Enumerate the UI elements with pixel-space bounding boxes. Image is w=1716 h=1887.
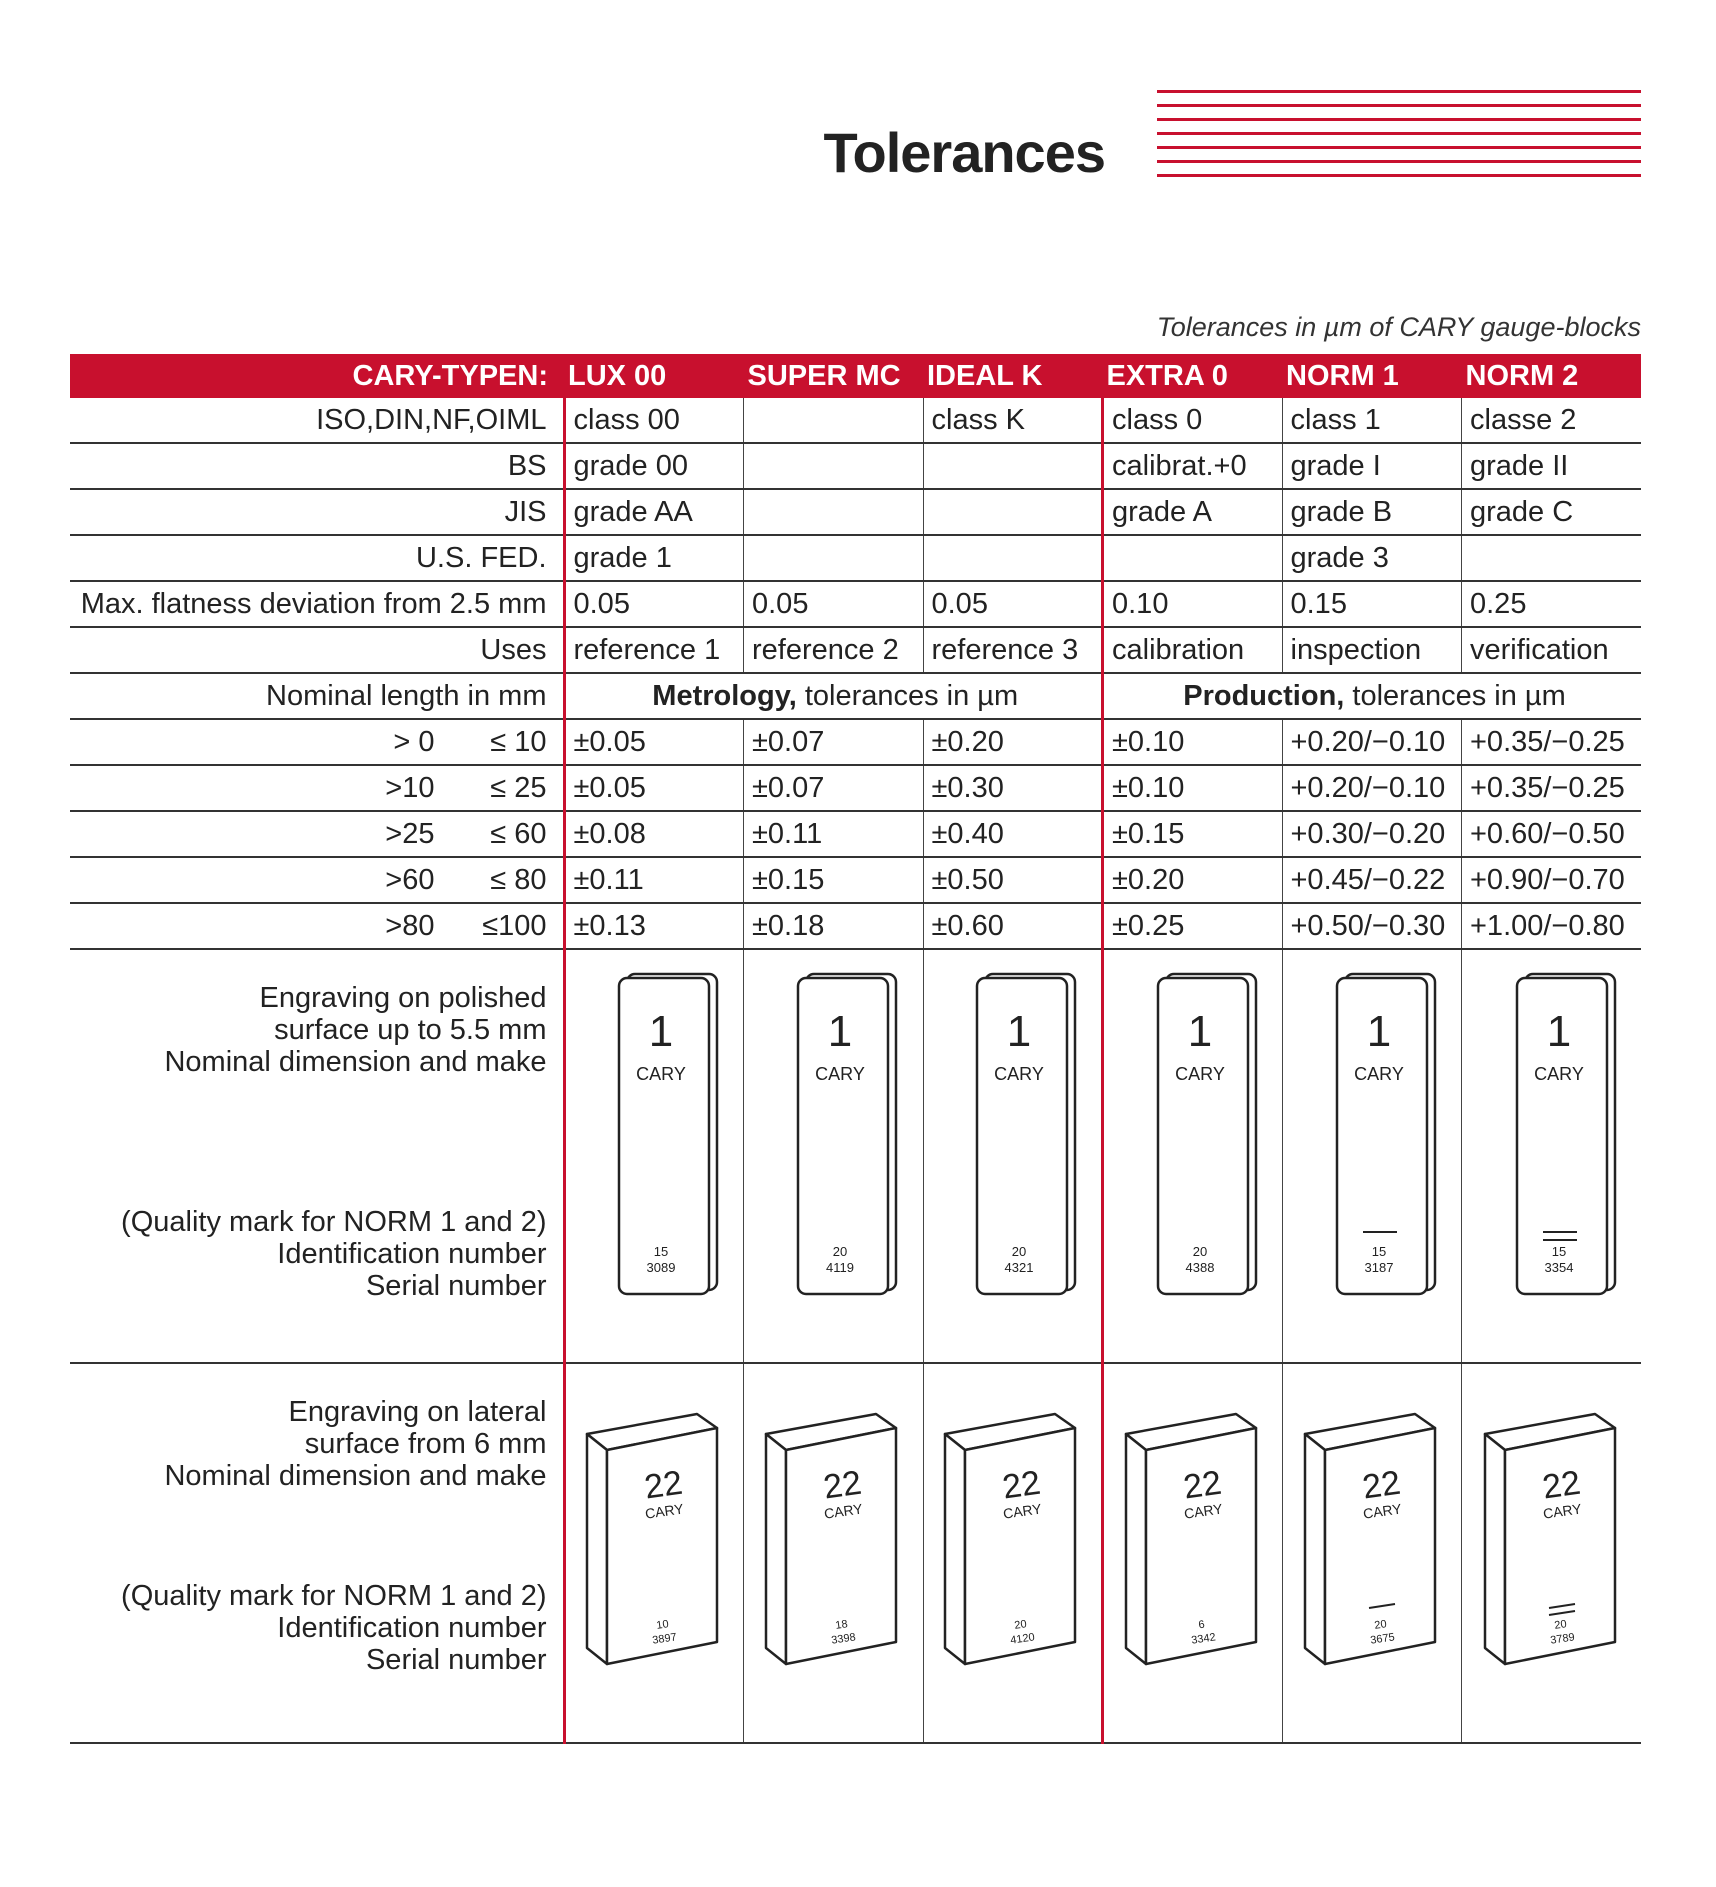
table-cell: 0.15	[1282, 581, 1462, 627]
table-cell: grade C	[1462, 489, 1642, 535]
polished-gauge-block	[1287, 950, 1457, 1310]
row-label: ISO,DIN,NF,OIML	[70, 398, 564, 443]
block-make: CARY	[636, 1064, 687, 1084]
block-make: CARY	[1533, 1064, 1584, 1084]
table-cell	[744, 443, 924, 489]
block-serial-number: 3789	[1549, 1631, 1576, 1647]
lateral-line4: (Quality mark for NORM 1 and 2)	[121, 1580, 547, 1612]
table-cell	[1103, 535, 1283, 581]
range-label	[70, 811, 564, 857]
standard-row	[70, 581, 1641, 627]
block-serial-number: 4321	[1004, 1260, 1034, 1275]
table-cell: class 00	[564, 398, 744, 443]
lateral-line1: Engraving on lateral	[288, 1396, 547, 1428]
tolerance-cell: ±0.60	[923, 903, 1103, 949]
block-nominal-number: 1	[1366, 1007, 1391, 1056]
block-id-number: 20	[833, 1244, 848, 1259]
tolerance-cell: +0.45/−0.22	[1282, 857, 1462, 903]
tolerance-cell: ±0.15	[1103, 811, 1283, 857]
range-to: ≤ 80	[490, 863, 547, 896]
block-nominal-number: 1	[649, 1007, 674, 1056]
range-from: >60	[385, 863, 435, 896]
block-make: CARY	[1541, 1500, 1583, 1522]
table-cell: 0.25	[1462, 581, 1642, 627]
block-serial-number: 3398	[830, 1631, 857, 1647]
table-cell: verification	[1462, 627, 1642, 673]
polished-block-cell	[744, 949, 924, 1363]
tolerance-cell: ±0.50	[923, 857, 1103, 903]
block-id-number: 20	[1373, 1618, 1388, 1632]
table-cell: 0.10	[1103, 581, 1283, 627]
tolerance-cell: ±0.30	[923, 765, 1103, 811]
metrology-title: Metrology,	[652, 679, 797, 712]
lateral-engraving-row	[70, 1363, 1641, 1743]
tolerance-table	[70, 354, 1641, 1744]
block-side-face	[766, 1434, 786, 1664]
block-serial-number: 3089	[646, 1260, 676, 1275]
table-cell: grade II	[1462, 443, 1642, 489]
lateral-engraving-label	[70, 1363, 564, 1743]
table-cell: grade A	[1103, 489, 1283, 535]
tolerance-cell: ±0.05	[564, 719, 744, 765]
table-cell: grade 3	[1282, 535, 1462, 581]
tolerance-row	[70, 811, 1641, 857]
row-label: JIS	[70, 489, 564, 535]
table-cell: grade B	[1282, 489, 1462, 535]
tolerance-cell: +0.30/−0.20	[1282, 811, 1462, 857]
block-make: CARY	[1361, 1500, 1403, 1522]
lateral-gauge-block	[1467, 1364, 1637, 1694]
nominal-label: Nominal length in mm	[70, 673, 564, 719]
lateral-line6: Serial number	[365, 1644, 547, 1676]
table-cell: class K	[923, 398, 1103, 443]
production-title: Production,	[1183, 679, 1345, 712]
tolerance-cell: ±0.11	[564, 857, 744, 903]
lateral-block-cell	[1282, 1363, 1462, 1743]
lateral-block-cell	[1462, 1363, 1642, 1743]
polished-block-cell	[1462, 949, 1642, 1363]
tolerance-cell: +1.00/−0.80	[1462, 903, 1642, 949]
block-nominal-number: 1	[1007, 1007, 1032, 1056]
block-serial-number: 4120	[1009, 1631, 1036, 1647]
block-side-face	[587, 1434, 607, 1664]
tolerance-cell: +0.90/−0.70	[1462, 857, 1642, 903]
header-col-norm2: NORM 2	[1462, 354, 1642, 398]
table-cell: grade AA	[564, 489, 744, 535]
lateral-gauge-block	[1287, 1364, 1457, 1694]
block-nominal-number: 22	[1539, 1463, 1583, 1507]
standard-row	[70, 627, 1641, 673]
range-to: ≤100	[482, 909, 547, 942]
block-nominal-number: 22	[642, 1463, 686, 1507]
range-to: ≤ 60	[490, 817, 547, 850]
polished-gauge-block	[927, 950, 1097, 1310]
polished-gauge-block	[1467, 950, 1637, 1310]
lateral-gauge-block	[1108, 1364, 1278, 1694]
range-label	[70, 765, 564, 811]
lateral-gauge-block	[569, 1364, 739, 1694]
block-serial-number: 3897	[651, 1631, 678, 1647]
block-serial-number: 3354	[1544, 1260, 1573, 1275]
metrology-group	[564, 673, 1103, 719]
table-cell: reference 3	[923, 627, 1103, 673]
block-id-number: 20	[1192, 1244, 1207, 1259]
tolerance-cell: ±0.20	[923, 719, 1103, 765]
header-col-lux00: LUX 00	[564, 354, 744, 398]
tolerance-cell: ±0.11	[744, 811, 924, 857]
table-cell: inspection	[1282, 627, 1462, 673]
tolerance-cell: ±0.15	[744, 857, 924, 903]
block-serial-number: 3342	[1190, 1631, 1217, 1647]
tolerance-row	[70, 857, 1641, 903]
lateral-block-cell	[923, 1363, 1103, 1743]
block-make: CARY	[644, 1500, 685, 1522]
table-cell: calibrat.+0	[1103, 443, 1283, 489]
lateral-line2: surface from 6 mm	[304, 1428, 547, 1460]
production-group	[1103, 673, 1642, 719]
table-caption: Tolerances in µm of CARY gauge-blocks	[1156, 312, 1641, 342]
block-id-number: 20	[1553, 1618, 1567, 1632]
block-serial-number: 3187	[1364, 1260, 1394, 1275]
tolerance-cell: ±0.10	[1103, 765, 1283, 811]
block-nominal-number: 22	[821, 1463, 865, 1507]
range-label	[70, 857, 564, 903]
block-nominal-number: 22	[1180, 1463, 1224, 1507]
decorative-stripes	[1157, 90, 1641, 180]
table-cell	[744, 489, 924, 535]
block-make: CARY	[1353, 1064, 1404, 1084]
table-cell: class 1	[1282, 398, 1462, 443]
table-cell: grade 00	[564, 443, 744, 489]
tolerance-cell: +0.50/−0.30	[1282, 903, 1462, 949]
block-id-number: 15	[1551, 1244, 1566, 1259]
range-from: > 0	[393, 725, 435, 758]
block-serial-number: 3675	[1369, 1631, 1396, 1647]
polished-engraving-row	[70, 949, 1641, 1363]
polished-gauge-block	[748, 950, 918, 1310]
block-id-number: 20	[1013, 1618, 1028, 1632]
table-cell: calibration	[1103, 627, 1283, 673]
block-serial-number: 4119	[826, 1260, 855, 1275]
tolerance-cell: ±0.25	[1103, 903, 1283, 949]
table-cell	[1462, 535, 1642, 581]
polished-line4: (Quality mark for NORM 1 and 2)	[121, 1206, 547, 1238]
tolerance-cell: ±0.08	[564, 811, 744, 857]
table-cell: 0.05	[744, 581, 924, 627]
block-id-number: 18	[834, 1618, 849, 1632]
polished-block-cell	[1282, 949, 1462, 1363]
tolerance-cell: ±0.05	[564, 765, 744, 811]
block-id-number: 15	[1371, 1244, 1386, 1259]
table-cell: 0.05	[923, 581, 1103, 627]
tolerance-cell: ±0.40	[923, 811, 1103, 857]
block-side-face	[1485, 1434, 1505, 1664]
block-side-face	[1126, 1434, 1146, 1664]
header-label: CARY-TYPEN:	[70, 354, 564, 398]
range-label	[70, 903, 564, 949]
header-col-idealk: IDEAL K	[923, 354, 1103, 398]
block-nominal-number: 1	[1187, 1007, 1212, 1056]
tolerance-cell: ±0.10	[1103, 719, 1283, 765]
standard-row	[70, 489, 1641, 535]
lateral-gauge-block	[927, 1364, 1097, 1694]
block-nominal-number: 22	[1000, 1463, 1044, 1507]
polished-line2: surface up to 5.5 mm	[274, 1014, 547, 1046]
table-cell: grade I	[1282, 443, 1462, 489]
row-label: Max. flatness deviation from 2.5 mm	[70, 581, 564, 627]
block-make: CARY	[994, 1064, 1045, 1084]
block-make: CARY	[823, 1500, 864, 1522]
tolerance-cell: +0.35/−0.25	[1462, 765, 1642, 811]
standard-row	[70, 535, 1641, 581]
table-cell	[744, 398, 924, 443]
block-nominal-number: 22	[1359, 1463, 1403, 1507]
lateral-block-cell	[1103, 1363, 1283, 1743]
range-to: ≤ 25	[490, 771, 547, 804]
polished-line3: Nominal dimension and make	[164, 1046, 547, 1078]
tolerance-cell: +0.35/−0.25	[1462, 719, 1642, 765]
polished-line1: Engraving on polished	[259, 982, 547, 1014]
tolerance-row	[70, 719, 1641, 765]
standard-row	[70, 443, 1641, 489]
block-nominal-number: 1	[828, 1007, 853, 1056]
row-label: BS	[70, 443, 564, 489]
polished-block-cell	[1103, 949, 1283, 1363]
header-col-extra0: EXTRA 0	[1103, 354, 1283, 398]
tolerance-cell: ±0.13	[564, 903, 744, 949]
table-cell: class 0	[1103, 398, 1283, 443]
block-make: CARY	[815, 1064, 866, 1084]
range-label	[70, 719, 564, 765]
block-id-number: 10	[655, 1618, 670, 1632]
header-col-supermc: SUPER MC	[744, 354, 924, 398]
table-cell: grade 1	[564, 535, 744, 581]
standard-row	[70, 398, 1641, 443]
header-row	[70, 354, 1641, 398]
metrology-note: tolerances in µm	[796, 679, 1019, 712]
polished-engraving-label	[70, 949, 564, 1363]
table-cell: classe 2	[1462, 398, 1642, 443]
table-cell	[923, 535, 1103, 581]
lateral-block-cell	[564, 1363, 744, 1743]
table-cell: 0.05	[564, 581, 744, 627]
polished-line6: Serial number	[365, 1270, 547, 1302]
tolerance-cell: ±0.20	[1103, 857, 1283, 903]
tolerance-cell: ±0.07	[744, 719, 924, 765]
production-note: tolerances in µm	[1344, 679, 1566, 712]
row-label: Uses	[70, 627, 564, 673]
lateral-line5: Identification number	[277, 1612, 547, 1644]
block-id-number: 20	[1012, 1244, 1027, 1259]
lateral-block-cell	[744, 1363, 924, 1743]
tolerance-cell: +0.20/−0.10	[1282, 765, 1462, 811]
lateral-gauge-block	[748, 1364, 918, 1694]
tolerance-row	[70, 903, 1641, 949]
block-make: CARY	[1174, 1064, 1225, 1084]
header-col-norm1: NORM 1	[1282, 354, 1462, 398]
row-label: U.S. FED.	[70, 535, 564, 581]
block-make: CARY	[1182, 1500, 1224, 1522]
range-from: >80	[385, 909, 435, 942]
polished-line5: Identification number	[277, 1238, 547, 1270]
block-side-face	[945, 1434, 965, 1664]
block-make: CARY	[1002, 1500, 1043, 1522]
polished-gauge-block	[569, 950, 739, 1310]
tolerance-cell: ±0.18	[744, 903, 924, 949]
lateral-line3: Nominal dimension and make	[164, 1460, 547, 1492]
range-from: >25	[385, 817, 435, 850]
block-id-number: 6	[1197, 1618, 1206, 1632]
tolerance-cell: +0.60/−0.50	[1462, 811, 1642, 857]
nominal-row	[70, 673, 1641, 719]
tolerance-row	[70, 765, 1641, 811]
block-id-number: 15	[654, 1244, 669, 1259]
tolerance-cell: +0.20/−0.10	[1282, 719, 1462, 765]
table-cell	[744, 535, 924, 581]
table-cell	[923, 443, 1103, 489]
block-serial-number: 4388	[1185, 1260, 1215, 1275]
range-from: >10	[385, 771, 435, 804]
block-side-face	[1305, 1434, 1325, 1664]
tolerance-cell: ±0.07	[744, 765, 924, 811]
table-cell	[923, 489, 1103, 535]
table-cell: reference 1	[564, 627, 744, 673]
polished-gauge-block	[1108, 950, 1278, 1310]
block-nominal-number: 1	[1546, 1007, 1571, 1056]
polished-block-cell	[564, 949, 744, 1363]
page-title: Tolerances	[823, 121, 1105, 184]
range-to: ≤ 10	[490, 725, 547, 758]
polished-block-cell	[923, 949, 1103, 1363]
table-cell: reference 2	[744, 627, 924, 673]
